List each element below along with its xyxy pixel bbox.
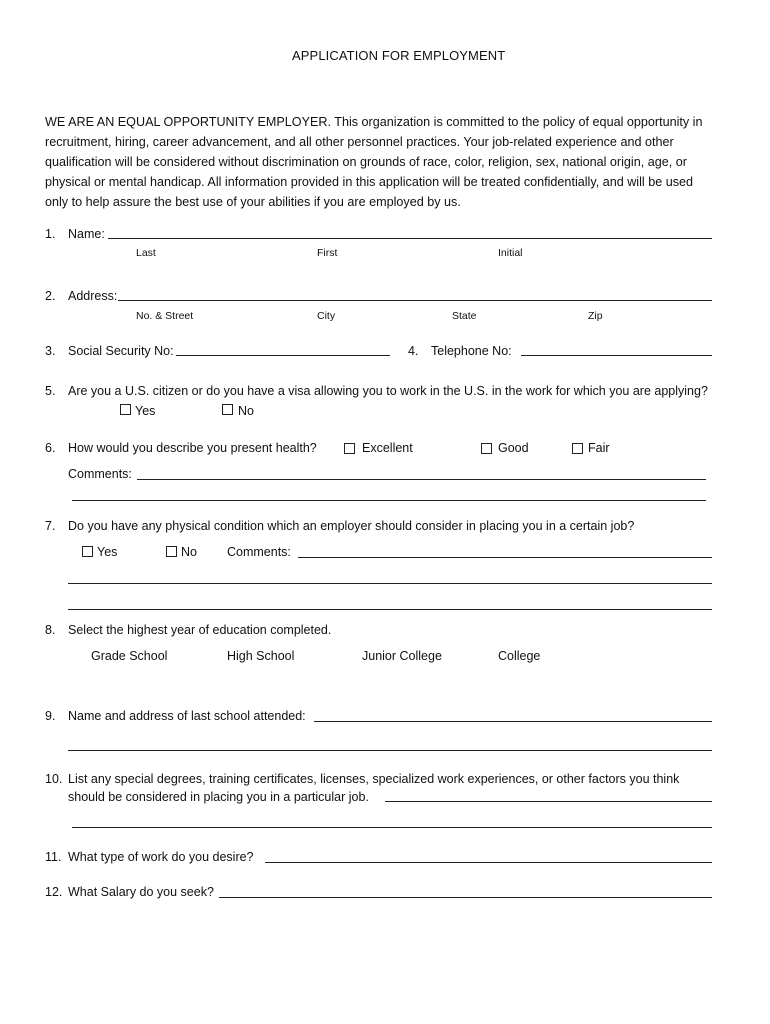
condition-comments-field-line2[interactable]	[68, 583, 712, 584]
q6-number: 6.	[45, 441, 56, 455]
citizen-yes-label: Yes	[135, 404, 156, 418]
q3-number: 3.	[45, 344, 56, 358]
intro-line: qualification will be considered without discrimination on grounds of race, color, religion, sex, national origin, age, or	[45, 155, 687, 169]
education-option-grade-school[interactable]: Grade School	[91, 649, 168, 663]
condition-yes-checkbox[interactable]	[82, 546, 93, 557]
q12-label: What Salary do you seek?	[68, 885, 214, 899]
health-comments-field-line2[interactable]	[72, 500, 706, 501]
health-comments-field[interactable]	[137, 479, 706, 480]
name-field[interactable]	[108, 238, 712, 239]
q6-label: How would you describe you present health?	[68, 441, 317, 455]
q11-label: What type of work do you desire?	[68, 850, 254, 864]
salary-field[interactable]	[219, 897, 712, 898]
health-comments-label: Comments:	[68, 467, 132, 481]
intro-line: WE ARE AN EQUAL OPPORTUNITY EMPLOYER. This organization is committed to the policy of equal opportunity in	[45, 115, 703, 129]
condition-comments-field[interactable]	[298, 557, 712, 558]
health-fair-label: Fair	[588, 441, 610, 455]
q12-number: 12.	[45, 885, 63, 899]
health-good-checkbox[interactable]	[481, 443, 492, 454]
qualifications-field-line2[interactable]	[72, 827, 712, 828]
health-excellent-label: Excellent	[362, 441, 413, 455]
telephone-field[interactable]	[521, 355, 712, 356]
qualifications-field[interactable]	[385, 801, 712, 802]
address-sublabel-state: State	[452, 310, 477, 322]
work-type-field[interactable]	[265, 862, 712, 863]
citizen-no-label: No	[238, 404, 254, 418]
last-school-field[interactable]	[314, 721, 712, 722]
address-field[interactable]	[118, 300, 712, 301]
q2-number: 2.	[45, 289, 56, 303]
address-sublabel-zip: Zip	[588, 310, 603, 322]
q2-label: Address:	[68, 289, 118, 303]
intro-paragraph	[45, 112, 725, 212]
condition-comments-field-line3[interactable]	[68, 609, 712, 610]
name-sublabel-initial: Initial	[498, 247, 523, 259]
intro-line: recruitment, hiring, career advancement, and all other personnel practices. Your job-related experience and other	[45, 135, 674, 149]
q8-number: 8.	[45, 623, 56, 637]
q7-number: 7.	[45, 519, 56, 533]
q1-label: Name:	[68, 227, 105, 241]
intro-line: only to help assure the best use of your abilities if you are employed by us.	[45, 195, 461, 209]
q7-label: Do you have any physical condition which an employer should consider in placing you in a certain job?	[68, 519, 635, 533]
health-good-label: Good	[498, 441, 529, 455]
address-sublabel-city: City	[317, 310, 336, 322]
ssn-field[interactable]	[176, 355, 390, 356]
q10-number: 10.	[45, 772, 63, 786]
q1-number: 1.	[45, 227, 56, 241]
education-option-college[interactable]: College	[498, 649, 541, 663]
education-option-junior-college[interactable]: Junior College	[362, 649, 442, 663]
condition-yes-label: Yes	[97, 545, 118, 559]
education-option-high-school[interactable]: High School	[227, 649, 295, 663]
q3-label: Social Security No:	[68, 344, 174, 358]
q8-label: Select the highest year of education completed.	[68, 623, 332, 637]
q11-number: 11.	[45, 850, 62, 864]
q9-label: Name and address of last school attended:	[68, 709, 306, 723]
q4-number: 4.	[408, 344, 419, 358]
citizen-yes-checkbox[interactable]	[120, 404, 131, 415]
page-title: APPLICATION FOR EMPLOYMENT	[292, 48, 506, 63]
condition-comments-label: Comments:	[227, 545, 291, 559]
q5-label: Are you a U.S. citizen or do you have a visa allowing you to work in the U.S. in the work for which you are applying?	[68, 384, 708, 398]
health-fair-checkbox[interactable]	[572, 443, 583, 454]
health-excellent-checkbox[interactable]	[344, 443, 355, 454]
condition-no-checkbox[interactable]	[166, 546, 177, 557]
q10-label-line2: should be considered in placing you in a particular job.	[68, 790, 369, 804]
address-sublabel-street: No. & Street	[136, 310, 194, 322]
name-sublabel-first: First	[317, 247, 338, 259]
citizen-no-checkbox[interactable]	[222, 404, 233, 415]
last-school-field-line2[interactable]	[68, 750, 712, 751]
q5-number: 5.	[45, 384, 56, 398]
q9-number: 9.	[45, 709, 56, 723]
intro-line: physical or mental handicap. All information provided in this application will be treated confidentially, and will be used	[45, 175, 694, 189]
q4-label: Telephone No:	[431, 344, 512, 358]
q10-label-line1: List any special degrees, training certificates, licenses, specialized work experiences, or other factors you think	[68, 772, 680, 786]
name-sublabel-last: Last	[136, 247, 156, 259]
condition-no-label: No	[181, 545, 197, 559]
